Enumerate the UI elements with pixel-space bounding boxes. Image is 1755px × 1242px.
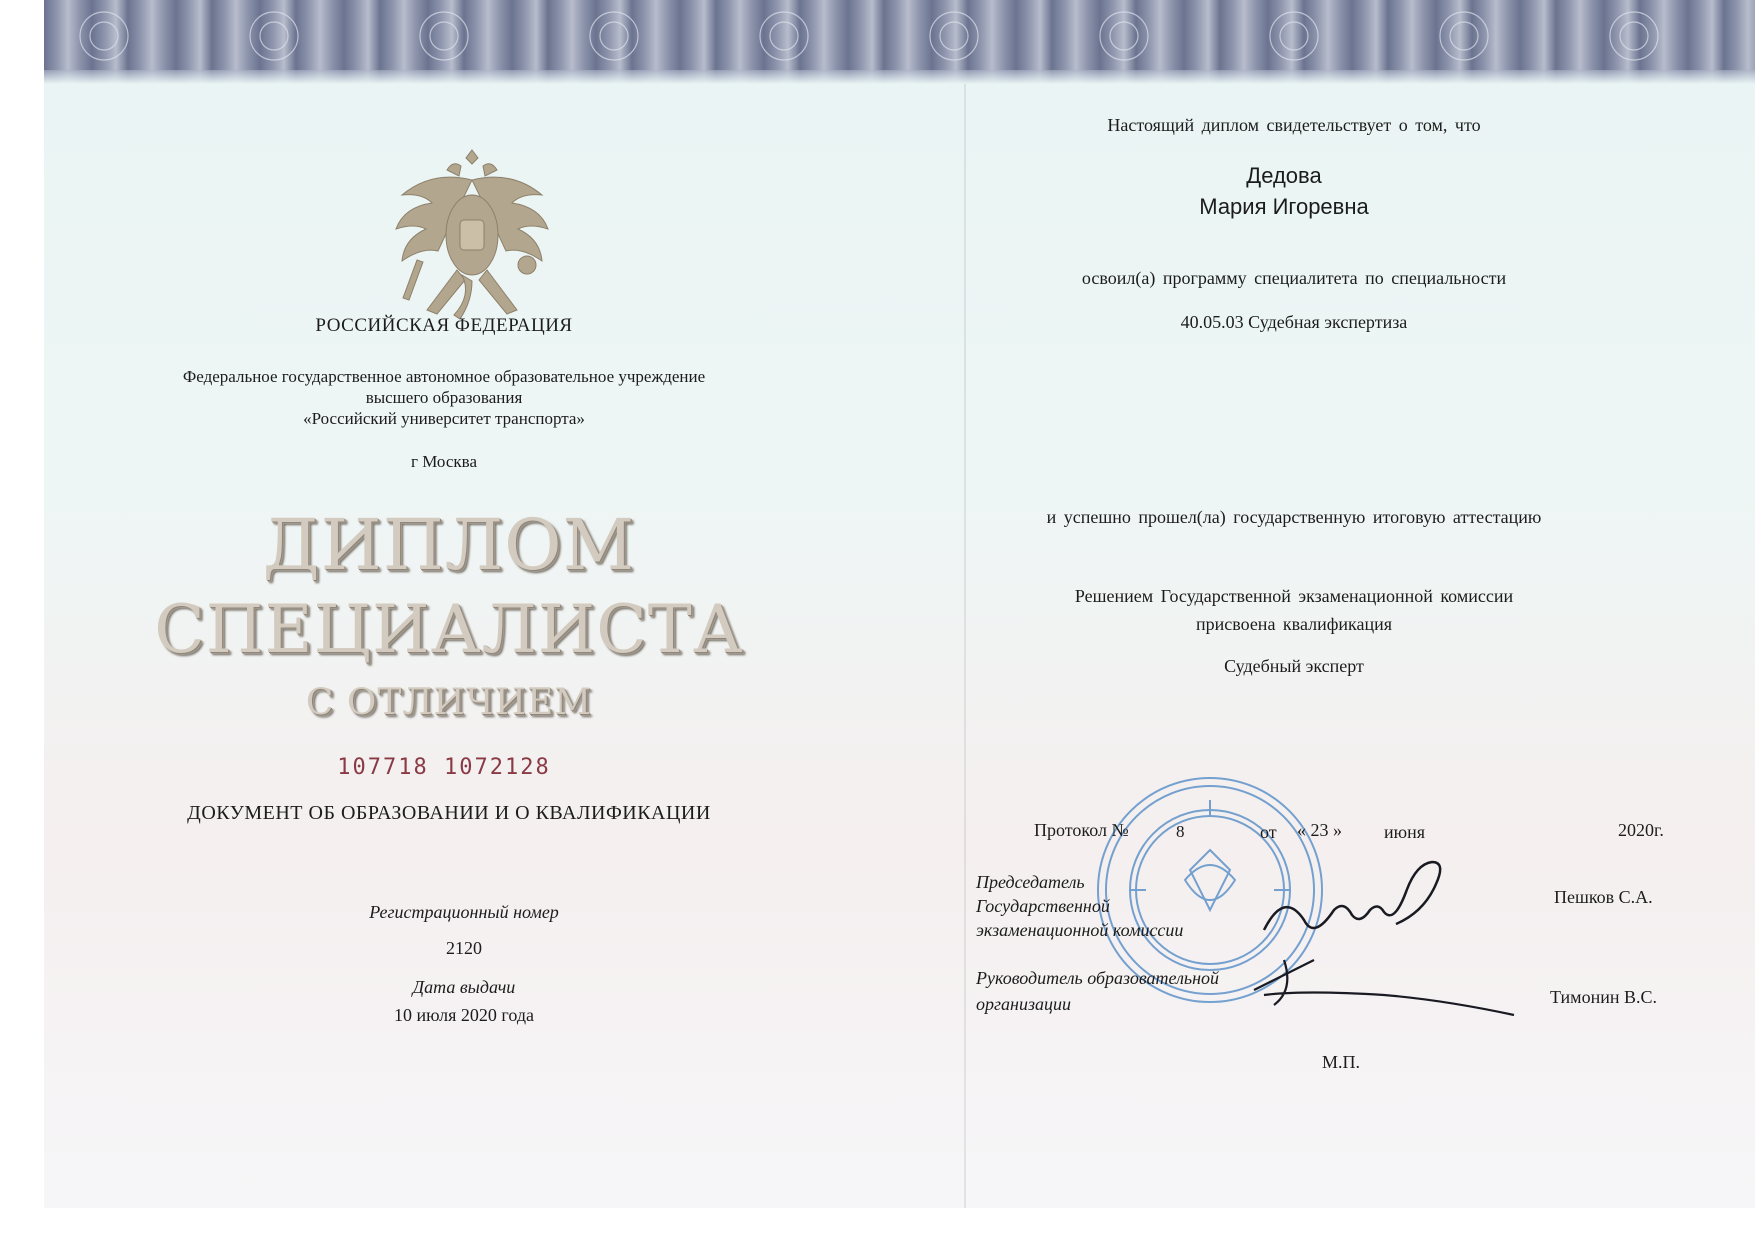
head-title (976, 965, 1219, 1017)
institution-block (144, 366, 744, 429)
head-line-2: организации (976, 994, 1071, 1014)
chair-title (976, 870, 1183, 942)
issue-date-label: Дата выдачи (412, 977, 516, 997)
title-with-honors: С ОТЛИЧИЕМ (305, 682, 593, 723)
commission-decision (1004, 582, 1584, 638)
decision-line-1: Решением Государственной экзаменационной комиссии (1074, 586, 1514, 606)
registration-label: Регистрационный номер (369, 902, 559, 922)
institution-line-3: «Российский университет транспорта» (303, 409, 585, 428)
protocol-day-value: 23 (1310, 820, 1329, 840)
protocol-month: июня (1384, 822, 1425, 842)
registration-number: 2120 (446, 938, 482, 958)
protocol-number: 8 (1176, 822, 1185, 841)
head-line-1: Руководитель образовательной (976, 968, 1220, 988)
protocol-year-suffix: г. (1654, 820, 1664, 840)
seal-place-label: М.П. (1322, 1052, 1361, 1072)
band-ornament-icons (44, 0, 1755, 84)
chair-line-2: Государственной (976, 896, 1110, 916)
page-fold (964, 84, 966, 1208)
city: г Москва (411, 452, 477, 471)
diploma-sheet (44, 0, 1755, 1208)
chair-signature-icon (1244, 840, 1524, 960)
protocol-year (1618, 820, 1664, 841)
chair-line-3: экзаменационной комиссии (976, 920, 1184, 940)
protocol-from: от (1260, 822, 1277, 842)
document-type: ДОКУМЕНТ ОБ ОБРАЗОВАНИИ И О КВАЛИФИКАЦИИ (187, 802, 711, 824)
chair-name: Пешков С.А. (1554, 887, 1653, 907)
institution-line-2: высшего образования (365, 388, 523, 407)
protocol-year-value: 2020 (1618, 820, 1654, 840)
title-specialist: СПЕЦИАЛИСТА (154, 591, 744, 668)
diploma-serial-number: 107718 1072128 (337, 755, 551, 780)
protocol-label: Протокол № (1034, 820, 1129, 840)
graduate-name: Мария Игоревна (1199, 194, 1369, 219)
head-signature-icon (1224, 950, 1554, 1020)
intro-text: Настоящий диплом свидетельствует о том, что (1107, 115, 1481, 135)
graduate-surname: Дедова (1246, 163, 1322, 188)
attestation-text: и успешно прошел(ла) государственную итоговую аттестацию (1046, 507, 1542, 527)
issue-date: 10 июля 2020 года (394, 1005, 534, 1025)
head-name: Тимонин В.С. (1550, 987, 1657, 1007)
qualification: Судебный эксперт (1224, 656, 1364, 676)
double-headed-eagle-emblem-icon (377, 140, 567, 340)
protocol-day: « 23 » (1297, 820, 1342, 840)
chair-line-1: Председатель (976, 872, 1085, 892)
decision-line-2: присвоена квалификация (1195, 614, 1393, 634)
institution-line-1: Федеральное государственное автономное образовательное учреждение (182, 367, 706, 386)
title-diploma: ДИПЛОМ (262, 504, 636, 586)
country-name: РОССИЙСКАЯ ФЕДЕРАЦИЯ (315, 315, 573, 336)
program-text: освоил(а) программу специалитета по специальности (1081, 268, 1507, 288)
specialty: 40.05.03 Судебная экспертиза (1180, 312, 1408, 332)
